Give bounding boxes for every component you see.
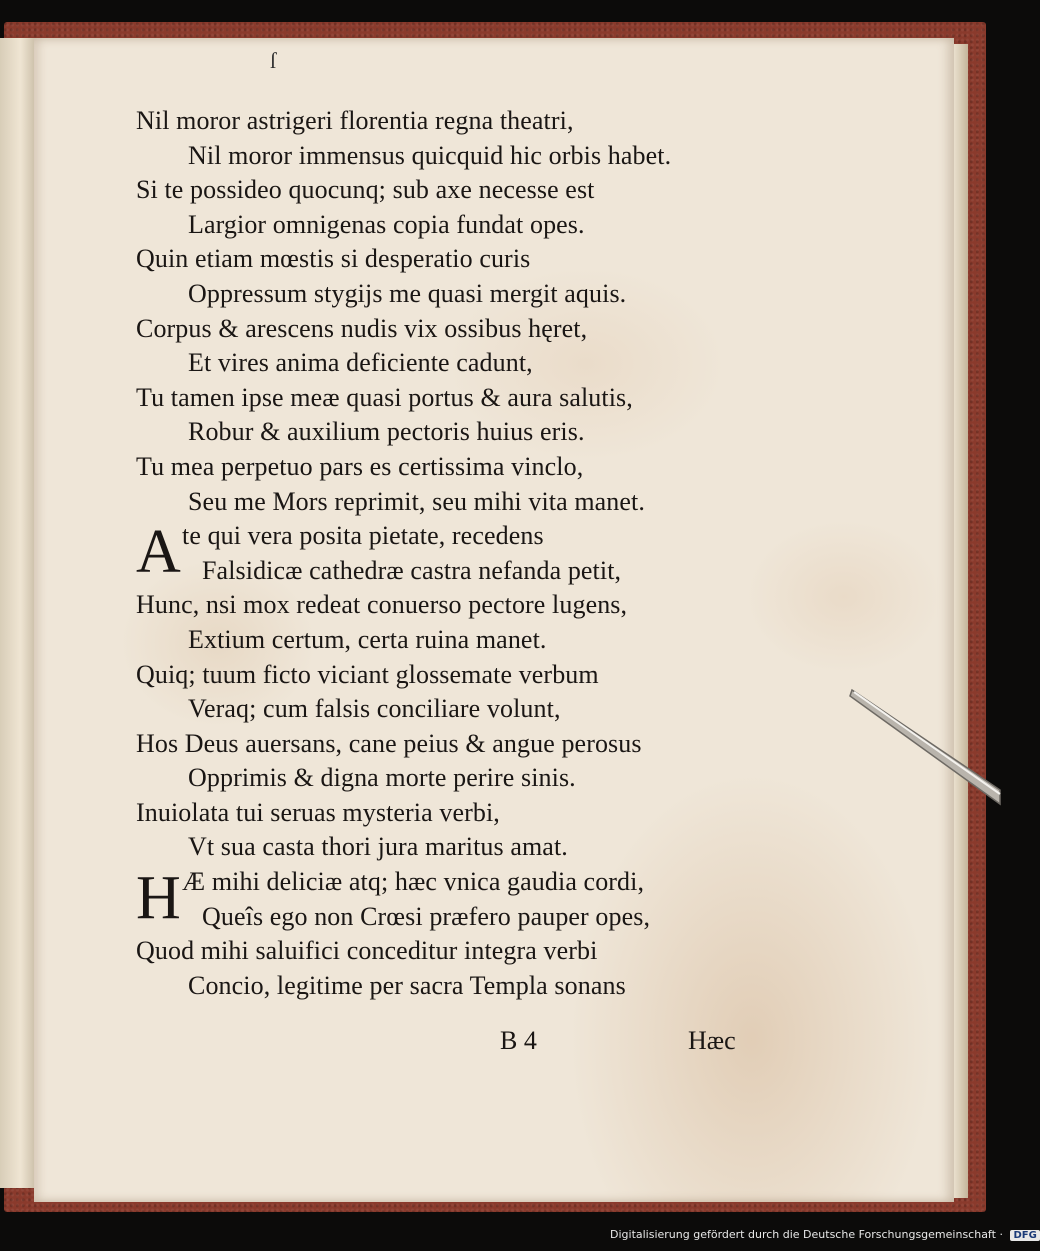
verse-line: Oppressum stygijs me quasi mergit aquis. <box>188 278 627 308</box>
verse-line: Inuiolata tui seruas mysteria verbi, <box>136 797 500 827</box>
verse-line: Tu mea perpetuo pars es certissima vinclo, <box>136 451 584 481</box>
stanza-3 <box>136 865 816 1003</box>
stanza-2-lines <box>136 588 816 865</box>
pointer-stick <box>850 686 1030 806</box>
catchword: Hæc <box>688 1026 736 1055</box>
verse-line: Concio, legitime per sacra Templa sonans <box>188 970 626 1000</box>
verse-line: Opprimis & digna morte perire sinis. <box>188 763 576 793</box>
verse-line: Robur & auxilium pectoris huius eris. <box>188 417 585 447</box>
verse-line: Hos Deus auersans, cane peius & angue perosus <box>136 728 642 758</box>
verse-line: Hunc, nsi mox redeat conuerso pectore lugens, <box>136 590 628 620</box>
credit-text: Digitalisierung gefördert durch die Deutsche Forschungsgemeinschaft <box>610 1228 996 1241</box>
verse-line: Largior omnigenas copia fundat opes. <box>188 209 585 239</box>
verse-line: Æ mihi deliciæ atq; hæc vnica gaudia cordi, <box>182 867 645 897</box>
verse-line: Et vires anima deficiente cadunt, <box>188 348 533 378</box>
page-edge <box>954 44 968 1198</box>
poem-text <box>136 104 816 1003</box>
verse-line: Nil moror immensus quicquid hic orbis habet. <box>188 140 672 170</box>
dropcap-block-a <box>136 519 816 588</box>
verse-line: Corpus & arescens nudis vix ossibus hęret, <box>136 313 588 343</box>
stanza-3-lines <box>136 934 816 1003</box>
page-footer <box>500 1026 760 1062</box>
credit-separator: · <box>999 1228 1003 1241</box>
stray-mark: ſ <box>270 48 277 73</box>
facing-page-edge <box>0 38 34 1188</box>
verse-line: Falsidicæ cathedræ castra nefanda petit, <box>202 555 622 585</box>
verse-line: Tu tamen ipse meæ quasi portus & aura salutis, <box>136 382 633 412</box>
verse-line: Nil moror astrigeri florentia regna theatri, <box>136 106 574 135</box>
verse-line: Quin etiam mœstis si desperatio curis <box>136 244 531 274</box>
verse-line: Vt sua casta thori jura maritus amat. <box>188 832 568 862</box>
dfg-logo: DFG <box>1010 1230 1039 1241</box>
verse-line: Si te possideo quocunq; sub axe necesse est <box>136 175 595 205</box>
dropcap-block-h <box>136 865 816 934</box>
verse-line: Extium certum, certa ruina manet. <box>188 624 547 654</box>
verse-line: Seu me Mors reprimit, seu mihi vita manet. <box>188 486 645 516</box>
verse-line: Quod mihi saluifici conceditur integra verbi <box>136 936 598 966</box>
stanza-2 <box>136 519 816 865</box>
verse-line: Veraq; cum falsis conciliare volunt, <box>188 694 561 724</box>
verse-line: Quiq; tuum ficto viciant glossemate verbum <box>136 659 599 689</box>
verse-line: te qui vera posita pietate, recedens <box>182 521 544 551</box>
dropcap-h: H <box>136 864 181 933</box>
digitization-credit <box>610 1228 1037 1246</box>
signature-mark: B 4 <box>500 1026 537 1055</box>
dropcap-a: A <box>136 518 181 587</box>
verse-line: Queîs ego non Crœsi præfero pauper opes, <box>202 901 651 931</box>
stanza-1 <box>136 104 816 519</box>
